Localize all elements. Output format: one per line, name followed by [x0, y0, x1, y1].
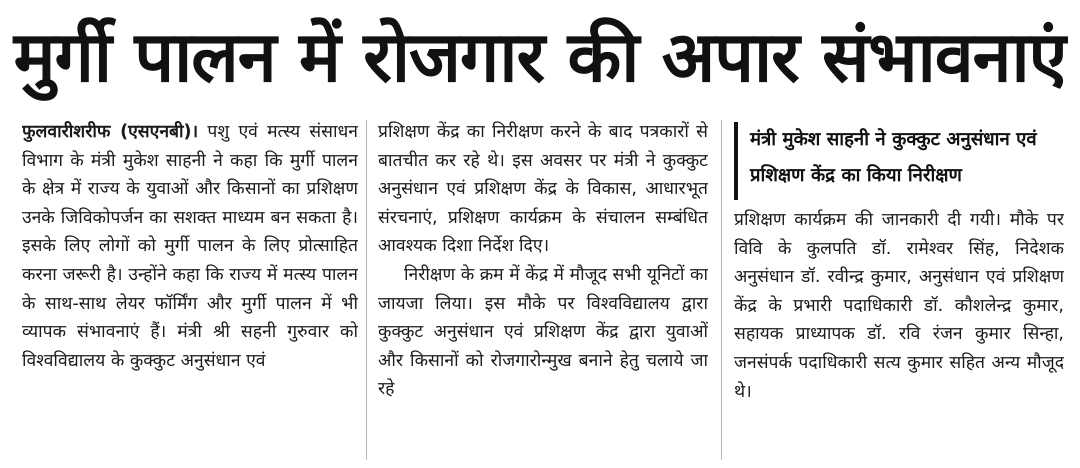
dateline: फुलवारीशरीफ (एसएनबी)।: [22, 122, 199, 142]
column-divider: [721, 120, 722, 460]
subheadline: मंत्री मुकेश साहनी ने कुक्कुट अनुसंधान एवं प्रशिक्षण केंद्र का किया निरीक्षण: [734, 122, 1068, 200]
headline: मुर्गी पालन में रोजगार की अपार संभावनाएं: [13, 16, 1067, 98]
column-divider: [366, 120, 367, 460]
article-paragraph-2: प्रशिक्षण केंद्र का निरीक्षण करने के बाद पत्रकारों से बातचीत कर रहे थे। इस अवसर पर मंत्री ने कुक्कुट अनुसंधान एवं प्रशिक्षण केंद्र के विकास, आधारभूत संरचनाएं, प्रशिक्षण कार्यक्रम के संचालन सम्बंधित आवश्यक दिशा निर्देश दिए।: [378, 122, 708, 257]
article-paragraph-4: प्रशिक्षण कार्यक्रम की जानकारी दी गयी। मौके पर विवि के कुलपति डॉ. रामेश्वर सिंह, निदेशक अनुसंधान डॉ. रवीन्द्र कुमार, अनुसंधान एवं प्रशिक्षण केंद्र के प्रभारी पदाधिकारी डॉ. कौशलेन्द्र कुमार, सहायक प्राध्यापक डॉ. रवि रंजन कुमार सिन्हा, जनसंपर्क पदाधिकारी सत्य कुमार सहित अन्य मौजूद थे।: [734, 210, 1064, 402]
article-paragraph-1: [22, 118, 358, 375]
paragraph-1-text: पशु एवं मत्स्य संसाधन विभाग के मंत्री मुकेश साहनी ने कहा कि मुर्गी पालन के क्षेत्र में राज्य के युवाओं और किसानों का प्रशिक्षण उनके जिविकोपर्जन का सशक्त माध्यम बन सकता है। इसके लिए लोगों को मुर्गी पालन के लिए प्रोत्साहित करना जरूरी है। उन्होंने कहा कि राज्य में मत्स्य पालन के साथ-साथ लेयर फॉर्मिंग और मुर्गी पालन में भी व्यापक संभावनाएं हैं। मंत्री श्री सहनी गुरुवार को विश्वविद्यालय के कुक्कुट अनुसंधान एवं: [22, 122, 358, 371]
article-column-1: [22, 118, 358, 464]
article-paragraph-3: निरीक्षण के क्रम में केंद्र में मौजूद सभी यूनिटों का जायजा लिया। इस मौके पर विश्वविद्यालय द्वारा कुक्कुट अनुसंधान एवं प्रशिक्षण केंद्र द्वारा युवाओं और किसानों को रोजगारोन्मुख बनाने हेतु चलाये जा रहे: [378, 264, 708, 400]
article-column-2: [378, 118, 708, 464]
article-column-3: [734, 206, 1064, 466]
